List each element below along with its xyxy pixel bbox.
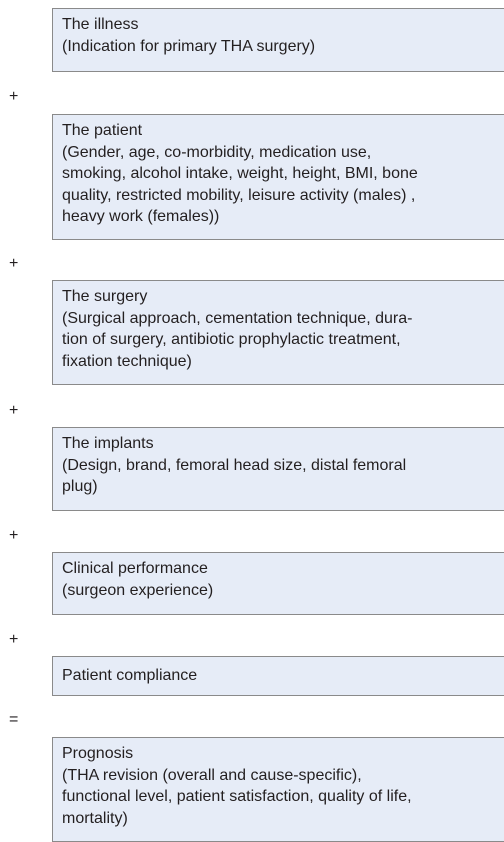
- equals-operator: =: [9, 711, 19, 728]
- surgery-detail-line: (Surgical approach, cementation technique, dura-: [62, 309, 413, 327]
- patient-compliance-box: [52, 656, 504, 696]
- surgery-box: [52, 280, 504, 385]
- plus-operator: +: [9, 88, 19, 105]
- prognosis-detail-line: functional level, patient satisfaction, quality of life,: [62, 788, 412, 805]
- patient-title: The patient: [62, 122, 143, 139]
- surgery-detail-line: tion of surgery, antibiotic prophylactic treatment,: [62, 331, 401, 348]
- patient-detail-line: (Gender, age, co-morbidity, medication use,: [62, 143, 372, 161]
- illness-title: The illness: [62, 16, 139, 33]
- patient-compliance-title: Patient compliance: [62, 667, 198, 684]
- prognosis-detail-line: mortality): [62, 809, 128, 827]
- plus-operator: +: [9, 255, 19, 272]
- prognosis-box: [52, 737, 504, 842]
- patient-detail-line: quality, restricted mobility, leisure activity (males) ,: [62, 186, 416, 204]
- clinical-performance-box: [52, 552, 504, 615]
- prognosis-detail-line: (THA revision (overall and cause-specific),: [62, 766, 362, 784]
- plus-operator: +: [9, 631, 19, 648]
- surgery-title: The surgery: [62, 288, 148, 305]
- surgery-detail-line: fixation technique): [62, 352, 192, 370]
- clinical-performance-detail-line: (surgeon experience): [62, 581, 214, 599]
- patient-box: [52, 114, 504, 240]
- patient-detail-line: heavy work (females)): [62, 208, 220, 225]
- clinical-performance-title: Clinical performance: [62, 560, 208, 577]
- plus-operator: +: [9, 527, 19, 544]
- implants-title: The implants: [62, 435, 154, 452]
- implants-detail-line: plug): [62, 478, 98, 495]
- implants-box: [52, 427, 504, 511]
- plus-operator: +: [9, 402, 19, 419]
- patient-detail-line: smoking, alcohol intake, weight, height, BMI, bone: [62, 165, 418, 182]
- illness-detail-line: (Indication for primary THA surgery): [62, 37, 316, 55]
- implants-detail-line: (Design, brand, femoral head size, distal femoral: [62, 456, 407, 474]
- prognosis-title: Prognosis: [62, 745, 134, 762]
- illness-box: [52, 8, 504, 72]
